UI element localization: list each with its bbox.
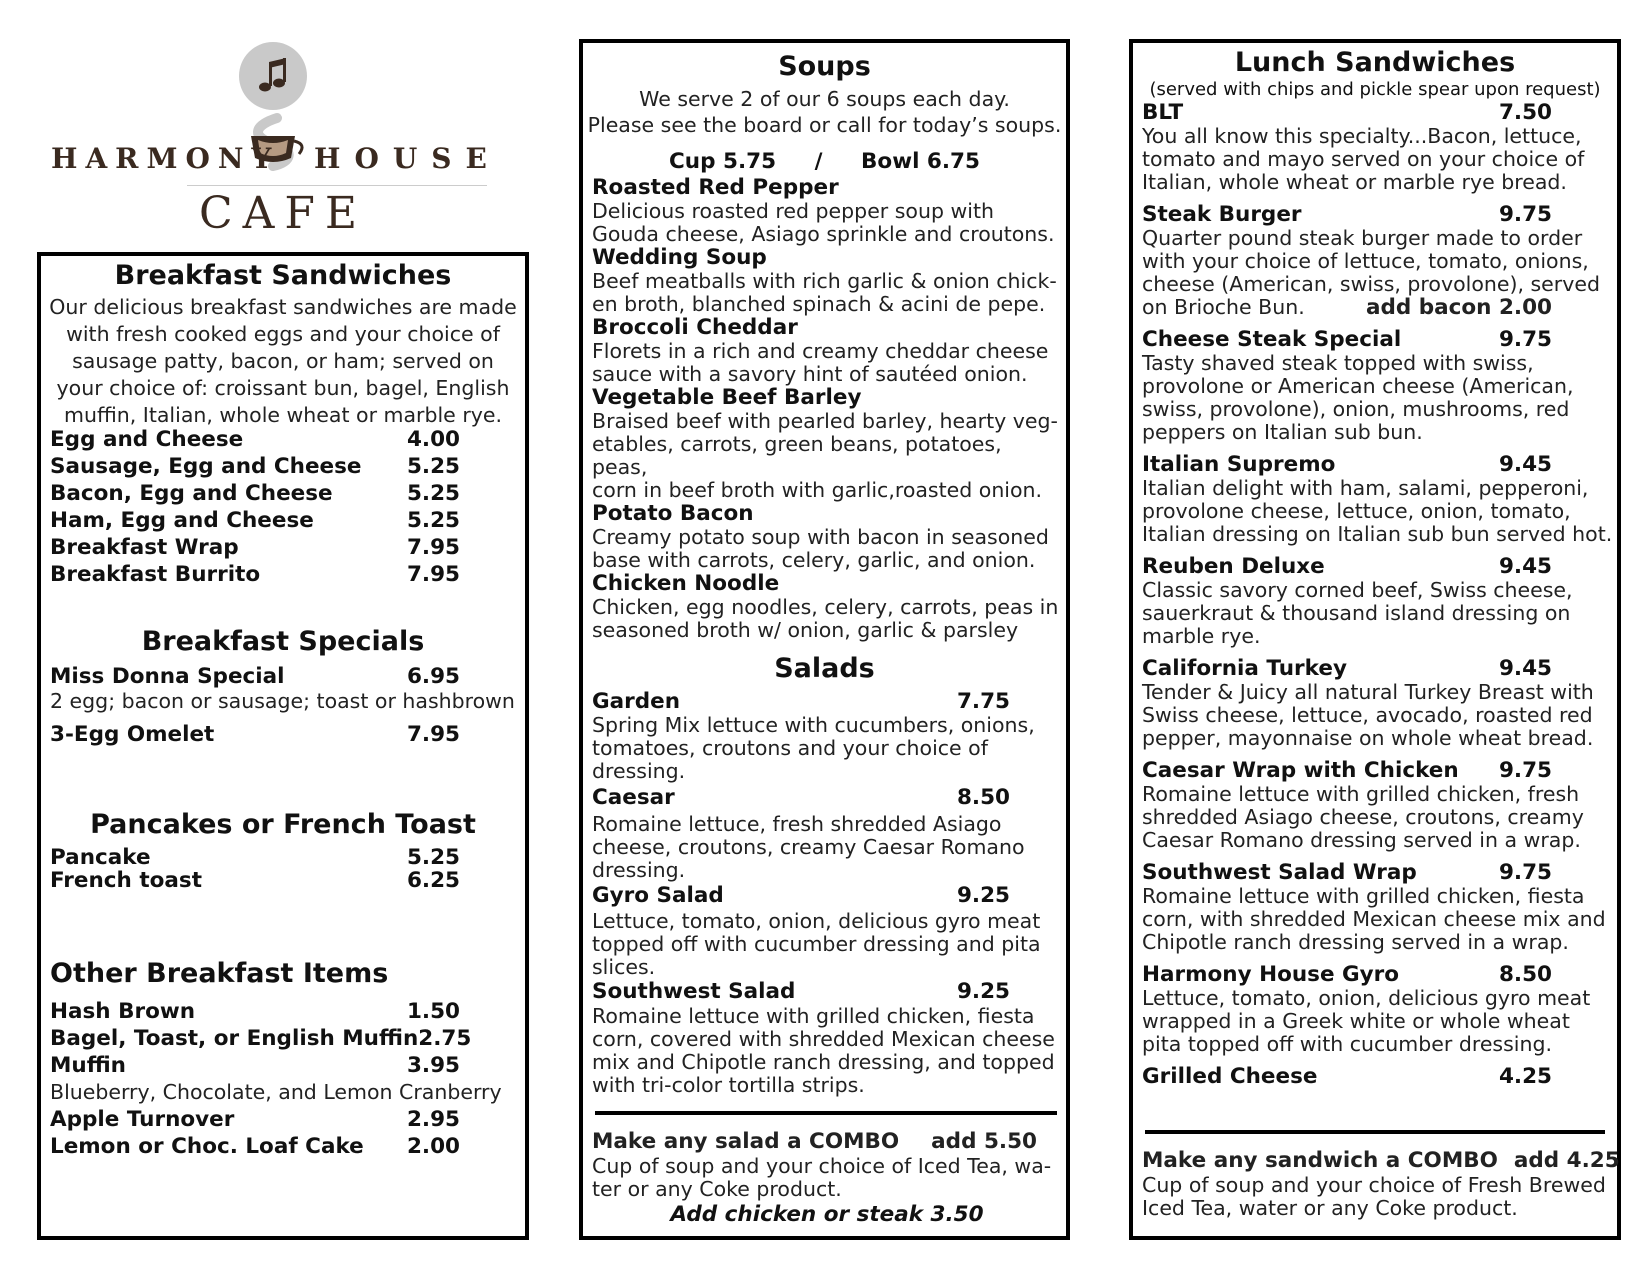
menu-item: Hash Brown 1.50 (50, 999, 460, 1024)
menu-item: Bagel, Toast, or English Muffin 2.75 (50, 1026, 472, 1051)
lunch-item: Caesar Wrap with Chicken 9.75 Romaine lettuce with grilled chicken, fresh shredded Asiago cheese, croutons, creamy Caesar Romano dressing served in a wrap. (1142, 758, 1584, 852)
lunch-item: Reuben Deluxe 9.45 Classic savory corned beef, Swiss cheese, sauerkraut & thousand island dressing on marble rye. (1142, 554, 1573, 648)
add-bacon-price: add bacon 2.00 (1365, 295, 1552, 320)
pancakes-title: Pancakes or French Toast (90, 809, 476, 840)
salad-item: Garden 7.75 Spring Mix lettuce with cucumbers, onions, tomatoes, croutons and your choice of dressing. (592, 689, 1035, 783)
menu-item: Breakfast Wrap 7.95 (50, 535, 460, 560)
lunch-panel (1129, 39, 1621, 1240)
breakfast-sandwiches-title: Breakfast Sandwiches (114, 260, 452, 291)
menu-item-desc: 2 egg; bacon or sausage; toast or hashbrown (50, 689, 515, 713)
menu-item: Bacon, Egg and Cheese 5.25 (50, 481, 460, 506)
breakfast-sandwich-list (50, 426, 460, 588)
cafe-logo (37, 38, 529, 243)
menu-item: French toast 6.25 (50, 868, 460, 893)
soups-title: Soups (778, 51, 871, 82)
menu-item: Ham, Egg and Cheese 5.25 (50, 508, 460, 533)
soup-item: Potato Bacon Creamy potato soup with bacon in seasoned base with carrots, celery, garlic, and onion. (592, 501, 1049, 572)
lunch-item: Harmony House Gyro 8.50 Lettuce, tomato, onion, delicious gyro meat wrapped in a Greek white or whole wheat pita topped off with cucumber dressing. (1142, 962, 1591, 1056)
menu-item: Apple Turnover 2.95 (50, 1107, 460, 1132)
salad-combo: Make any salad a COMBO add 5.50 Cup of soup and your choice of Iced Tea, wa- ter or any Coke product. Add chicken or steak 3.50 (592, 1129, 1062, 1228)
soups-intro: We serve 2 of our 6 soups each day. Please see the board or call for today’s soups. (587, 87, 1062, 137)
breakfast-specials-title: Breakfast Specials (141, 626, 425, 657)
breakfast-intro: Our delicious breakfast sandwiches are made with fresh cooked eggs and your choice of sausage patty, bacon, or ham; served on your choice of: croissant bun, bagel, English muffin, Italian, whole wheat or marble rye. (49, 295, 517, 427)
menu-item: Miss Donna Special 6.95 (50, 664, 460, 689)
cup-price: Cup 5.75 (669, 149, 777, 174)
soup-item: Broccoli Cheddar Florets in a rich and creamy cheddar cheese sauce with a savory hint of sautéed onion. (592, 315, 1049, 386)
lunch-item: Grilled Cheese 4.25 (1142, 1064, 1552, 1089)
lunch-list (1142, 101, 1614, 1089)
menu-item: Muffin 3.95 (50, 1053, 460, 1078)
soup-item: Roasted Red Pepper Delicious roasted red pepper soup with Gouda cheese, Asiago sprinkle and croutons. (592, 175, 1055, 246)
breakfast-specials-list (50, 663, 520, 748)
lunch-title: Lunch Sandwiches (1234, 47, 1516, 78)
logo-divider (187, 185, 487, 186)
menu-item: Breakfast Burrito 7.95 (50, 562, 460, 587)
logo-word-harmony: HARMONY (51, 142, 280, 175)
menu-item: Egg and Cheese 4.00 (50, 427, 460, 452)
soup-item: Vegetable Beef Barley Braised beef with pearled barley, hearty veg- etables, carrots, green beans, potatoes, peas, corn in beef broth with garlic,roasted onion. (592, 385, 1058, 502)
soups-salads-panel (579, 39, 1070, 1240)
lunch-item: Southwest Salad Wrap 9.75 Romaine lettuce with grilled chicken, fiesta corn, with shredded Mexican cheese mix and Chipotle ranch dressing served in a wrap. (1142, 860, 1606, 954)
lunch-item: California Turkey 9.45 Tender & Juicy all natural Turkey Breast with Swiss cheese, lettuce, avocado, roasted red pepper, mayonnaise on whole wheat bread. (1142, 656, 1594, 750)
lunch-subtitle: (served with chips and pickle spear upon request) (1149, 79, 1601, 100)
other-breakfast-title: Other Breakfast Items (50, 958, 389, 989)
salad-item: Southwest Salad 9.25 Romaine lettuce with grilled chicken, fiesta corn, covered with shredded Mexican cheese mix and Chipotle ranch dressing, and topped with tri-color tortilla strips. (592, 979, 1055, 1097)
breakfast-panel (37, 252, 529, 1240)
salad-item: Caesar 8.50 Romaine lettuce, fresh shredded Asiago cheese, croutons, creamy Caesar Romano dressing. (592, 785, 1025, 882)
menu-item: Lemon or Choc. Loaf Cake 2.00 (50, 1134, 460, 1159)
logo-word-house: HOUSE (314, 142, 501, 175)
logo-word-cafe: CAFE (198, 188, 368, 239)
lunch-item: Cheese Steak Special 9.75 Tasty shaved steak topped with swiss, provolone or American cheese (American, swiss, provolone), onion, mushrooms, red peppers on Italian sub bun. (1142, 327, 1574, 444)
soup-prices (583, 148, 1066, 175)
salad-item: Gyro Salad 9.25 Lettuce, tomato, onion, delicious gyro meat topped off with cucumber dressing and pita slices. (592, 883, 1041, 979)
menu-item: 3-Egg Omelet 7.95 (50, 722, 460, 747)
salad-addon: Add chicken or steak 3.50 (670, 1202, 984, 1227)
menu-item-desc: Blueberry, Chocolate, and Lemon Cranberry (50, 1080, 502, 1104)
lunch-combo: Make any sandwich a COMBO add 4.25 Cup of soup and your choice of Fresh Brewed Iced Tea, water or any Coke product. (1142, 1148, 1620, 1220)
lunch-item: BLT 7.50 You all know this specialty...Bacon, lettuce, tomato and mayo served on your choice of Italian, whole wheat or marble rye bread. (1142, 100, 1585, 194)
lunch-item: Steak Burger 9.75 Quarter pound steak burger made to order with your choice of lettuce, tomato, onions, cheese (American, swiss, provolone), served on Brioche Bun. add bacon 2.00 (1142, 202, 1600, 320)
bowl-price: Bowl 6.75 (861, 149, 980, 174)
salad-divider (595, 1111, 1057, 1115)
lunch-divider (1145, 1130, 1605, 1134)
soup-item: Chicken Noodle Chicken, egg noodles, celery, carrots, peas in seasoned broth w/ onion, garlic & parsley (592, 571, 1059, 642)
salad-list (592, 690, 1062, 1097)
pancakes-list (50, 846, 460, 892)
other-breakfast-list (50, 998, 520, 1160)
soup-list (592, 176, 1062, 642)
lunch-item: Italian Supremo 9.45 Italian delight with ham, salami, pepperoni, provolone cheese, lettuce, onion, tomato, Italian dressing on Italian sub bun served hot. (1142, 452, 1613, 546)
menu-item: Pancake 5.25 (50, 845, 460, 870)
menu-item: Sausage, Egg and Cheese 5.25 (50, 454, 460, 479)
salads-title: Salads (774, 653, 875, 684)
price-separator: / (814, 149, 823, 174)
soup-item: Wedding Soup Beef meatballs with rich garlic & onion chick- en broth, blanched spinach & acini de pepe. (592, 245, 1057, 316)
